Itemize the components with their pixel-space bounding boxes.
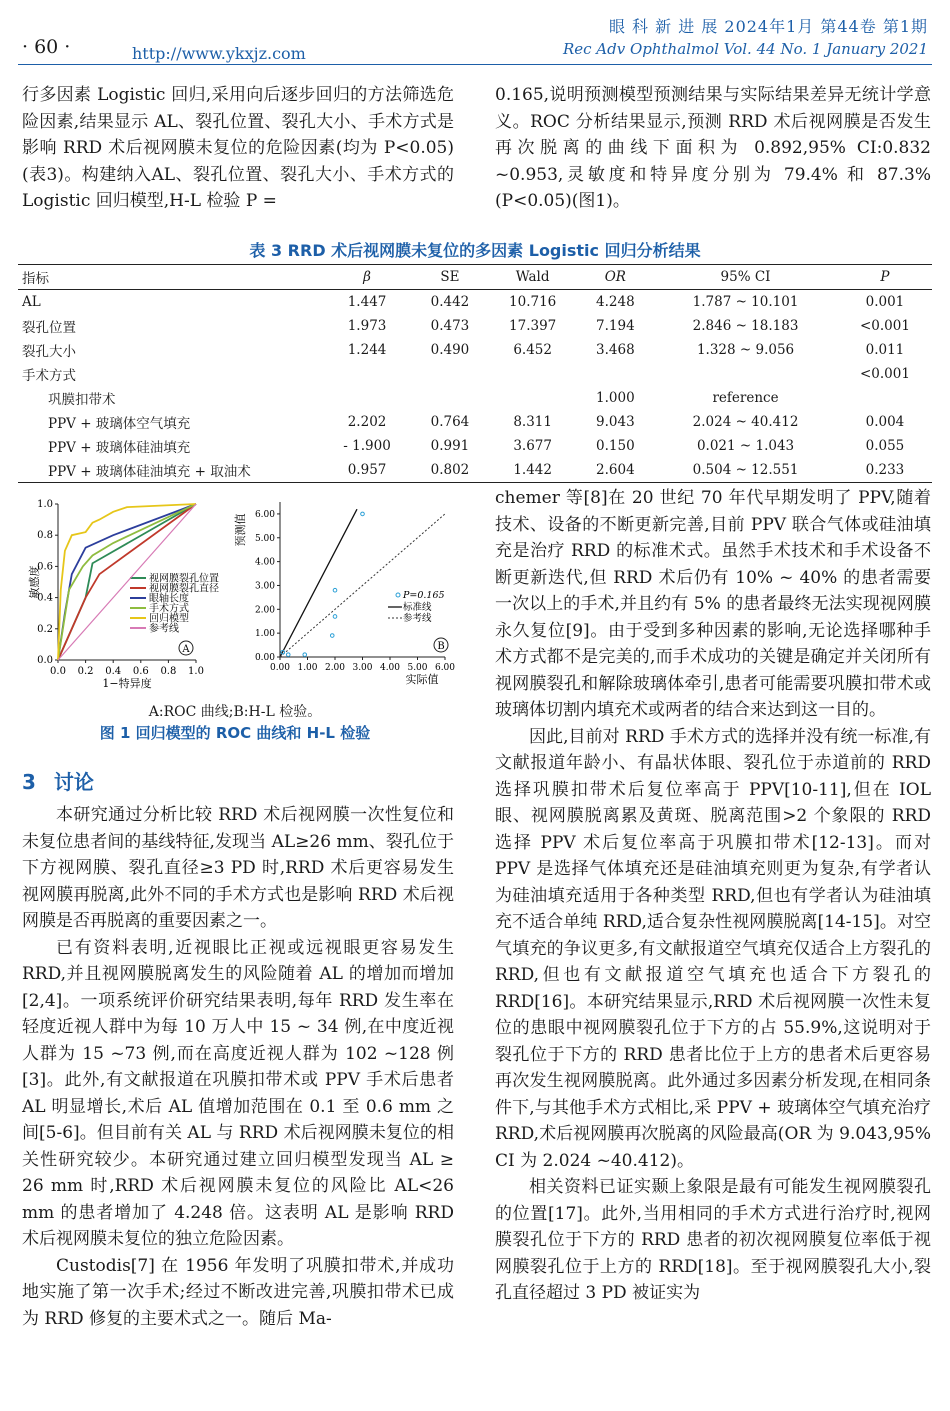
x-tick-label: 6.00 [434, 663, 456, 673]
col-header: SE [412, 265, 488, 290]
table-cell: 裂孔大小 [22, 344, 76, 360]
scatter-point [361, 512, 365, 516]
journal-title-en: Rec Adv Ophthalmol Vol. 44 No. 1 January 2021 [562, 40, 928, 58]
table-cell: 0.504 ~ 12.551 [653, 458, 838, 483]
x-tick-label: 0.4 [105, 666, 122, 677]
y-tick-label: 2.00 [254, 605, 275, 616]
table-cell: 1.787 ~ 10.101 [692, 294, 799, 310]
table-cell: 1.447 [347, 294, 387, 310]
table-row [18, 362, 932, 386]
paragraph-text: 0.165,说明预测模型预测结果与实际结果差异无统计学意义。ROC 分析结果显示,预测 RRD 术后视网膜是否发生再次脱离的曲线下面积为 0.892,95% CI:0.832 ~0.953,灵敏度和特异度分别为 79.4% 和 87.3%(P<0.05)(图1)。 [495, 85, 931, 211]
table-cell: 手术方式 [22, 368, 76, 384]
y-tick-label: 3.00 [254, 581, 275, 592]
paragraph: 本研究通过分析比较 RRD 术后视网膜一次性复位和未复位患者间的基线特征,发现当 AL≥26 mm、裂孔位于下方视网膜、裂孔直径≥3 PD 时,RRD 术后更容易发生视网膜再脱离,此外不同的手术方式也是影响 RRD 术后视网膜是否再脱离的重要因素之一。 [22, 805, 454, 931]
paragraph: 因此,目前对 RRD 手术方式的选择并没有统一标准,有文献报道年龄小、有晶状体眼、裂孔位于赤道前的 RRD 选择巩膜扣带术后复位率高于 PPV[10-11],但在 IOL 眼、视网膜脱离累及黄斑、脱离范围>2 个象限的 RRD 选择 PPV 术后复位率高于巩膜扣带术[12-13]。而对 PPV 是选择气体填充还是硅油填充则更为复杂,有学者认为硅油填充适用于各种类型 RRD,但也有学者认为硅油填充不适合单纯 RRD,适合复杂性视网膜脱离[14-15]。对空气填充的争议更多,有文献报道空气填充仅适合上方裂孔的 RRD,但也有文献报道空气填充也适合下方裂孔的 RRD[16]。本研究结果显示,RRD 术后视网膜一次性未复位的患眼中视网膜裂孔位于下方的占 55.9%,这说明对于裂孔位于下方的 RRD 患者比位于上方的患者术后更容易再次发生视网膜脱离。此外通过多因素分析发现,在相同条件下,与其他手术方式相比,采 PPV + 玻璃体空气填充治疗 RRD,术后视网膜再次脱离的风险最高(OR 为 9.043,95% CI 为 2.024 ~40.412)。 [495, 726, 931, 1171]
legend-label: 标准线 [403, 602, 432, 613]
table-cell [412, 386, 488, 410]
section-number: 3 [22, 770, 36, 794]
x-tick-label: 0.2 [77, 666, 94, 677]
y-tick-label: 0.6 [37, 561, 53, 573]
table-header-row [18, 265, 932, 290]
table-cell: 0.490 [430, 342, 470, 358]
legend-label: 视网膜裂孔直径 [149, 583, 219, 595]
y-tick-label: 0.0 [37, 655, 53, 666]
legend-label: 手术方式 [149, 603, 189, 615]
table-cell: 1.442 [488, 458, 578, 483]
y-tick-label: 0.2 [37, 623, 53, 635]
table-cell: 裂孔位置 [22, 320, 76, 336]
legend-marker [396, 593, 400, 597]
table-cell: PPV + 玻璃体硅油填充 + 取油术 [18, 458, 322, 483]
left-column [22, 802, 454, 1332]
paragraph: 相关资料已证实颞上象限是最有可能发生视网膜裂孔的位置[17]。此外,当用相同的手术方式进行治疗时,视网膜裂孔位于下方的 RRD 患者的初次视网膜复位率低于视网膜裂孔位于上方的 RRD[18]。至于视网膜裂孔大小,裂孔直径超过 3 PD 被证实为 [495, 1177, 931, 1303]
table-cell: 2.604 [577, 458, 653, 483]
section-title: 讨论 [53, 770, 94, 794]
figure-caption: A:ROC 曲线;B:H-L 检验。 [148, 704, 322, 720]
section-heading [22, 766, 94, 795]
table-cell: 6.452 [513, 342, 552, 358]
legend-label: 眼轴长度 [149, 593, 189, 605]
x-tick-label: 1.0 [188, 666, 204, 677]
table-cell: 7.194 [596, 318, 635, 334]
table-cell [577, 362, 653, 386]
table-row [18, 338, 932, 362]
table-cell: 0.001 [865, 294, 905, 310]
x-tick-label: 2.00 [324, 663, 346, 673]
table-cell [653, 362, 838, 386]
table-row [18, 410, 932, 434]
col-header: Wald [488, 265, 578, 290]
y-axis-label: 敏感度 [28, 565, 41, 599]
table-row [18, 290, 932, 315]
col-header: 指标 [18, 265, 322, 290]
paragraph: Custodis[7] 在 1956 年发明了巩膜扣带术,并成功地实施了第一次手术;经过不断改进完善,巩膜扣带术已成为 RRD 修复的主要术式之一。随后 Ma- [22, 1255, 454, 1329]
legend-label: 视网膜裂孔位置 [149, 573, 219, 585]
table-cell: 0.473 [430, 318, 470, 334]
table-row [18, 386, 932, 410]
table-row [18, 458, 932, 483]
x-axis-label: 1−特异度 [102, 677, 152, 690]
table-cell: 0.802 [412, 458, 488, 483]
table-cell: 3.468 [596, 342, 635, 358]
table-cell: 2.202 [347, 414, 387, 430]
table-cell: 2.024 ~ 40.412 [692, 414, 799, 430]
table-cell: 0.233 [838, 458, 932, 483]
scatter-point [333, 588, 337, 592]
scatter-point [333, 615, 337, 619]
col-header: β [322, 265, 412, 290]
table-cell: 0.150 [596, 438, 635, 454]
y-tick-label: 6.00 [254, 509, 275, 520]
table-cell [412, 362, 488, 386]
x-tick-label: 0.00 [269, 663, 291, 673]
table-cell: 2.846 ~ 18.183 [692, 318, 799, 334]
table-cell: 1.973 [347, 318, 387, 334]
figure-title: 图 1 回归模型的 ROC 曲线和 H-L 检验 [99, 724, 371, 742]
legend-label: P=0.165 [403, 590, 445, 601]
reference-line [280, 514, 445, 657]
table-cell: 0.011 [865, 342, 905, 358]
x-axis-label: 实际值 [405, 673, 439, 686]
col-header: P [838, 265, 932, 290]
top-right-paragraph [495, 82, 931, 215]
top-left-paragraph [22, 82, 454, 215]
y-axis-label: 预测值 [234, 513, 247, 547]
standard-line [280, 509, 357, 657]
table-cell: 0.004 [865, 414, 905, 430]
table-cell: AL [22, 294, 41, 310]
regression-table [18, 264, 932, 483]
legend-label: 参考线 [149, 623, 179, 635]
table-cell: 4.248 [596, 294, 635, 310]
hl-chart [233, 502, 455, 686]
table-cell: 0.055 [865, 438, 905, 454]
paragraph-text: 行多因素 Logistic 回归,采用向后逐步回归的方法筛选危险因素,结果显示 AL、裂孔位置、裂孔大小、手术方式是影响 RRD 术后视网膜未复位的危险因素(均为 P<0.05)(表3)。构建纳入AL、裂孔位置、裂孔大小、手术方式的 Logistic 回归模型,H-L 检验 P = [22, 85, 454, 211]
x-tick-label: 5.00 [407, 663, 428, 673]
y-tick-label: 0.8 [37, 530, 53, 542]
table-cell: 0.021 ~ 1.043 [696, 438, 795, 454]
page-number: · 60 · [22, 36, 71, 58]
figure-1 [0, 490, 470, 698]
x-tick-label: 0.8 [160, 666, 177, 677]
table-cell: 1.000 [596, 390, 635, 406]
x-tick-label: 0.6 [132, 666, 149, 677]
table-cell: 9.043 [596, 414, 635, 430]
table-cell [838, 386, 932, 410]
table-cell: 3.677 [513, 438, 552, 454]
table-cell: <0.001 [859, 318, 910, 334]
table-cell [322, 362, 412, 386]
col-header: OR [577, 265, 653, 290]
table-cell: 1.328 ~ 9.056 [696, 342, 795, 358]
table-cell: 0.442 [430, 294, 470, 310]
journal-url[interactable]: http://www.ykxjz.com [132, 44, 306, 63]
scatter-point [330, 634, 334, 638]
table-cell: <0.001 [859, 366, 910, 382]
table-cell: PPV + 玻璃体空气填充 [48, 416, 191, 432]
scatter-point [303, 653, 307, 657]
y-tick-label: 0.00 [254, 653, 275, 663]
table-cell: 0.957 [322, 458, 412, 483]
y-tick-label: 4.00 [254, 557, 275, 568]
paragraph: chemer 等[8]在 20 世纪 70 年代早期发明了 PPV,随着技术、设备的不断更新完善,目前 PPV 联合气体或硅油填充是治疗 RRD 的标准术式。虽然手术技术和手术设备不断更新迭代,但 RRD 术后仍有 10% ~ 40% 的患者需要一次以上的手术,并且约有 5% 的患者最终无法实现视网膜永久复位[9]。由于受到多种因素的影响,无论选择哪种手术方式都不是完美的,而手术成功的关键是确定并关闭所有视网膜裂孔和解除玻璃体牵引,患者可能需要巩膜扣带术或玻璃体切割内填充术或两者的结合来达到这一目的。 [495, 488, 931, 720]
table-cell: 巩膜扣带术 [48, 392, 116, 408]
table-cell [488, 386, 578, 410]
table-cell [488, 362, 578, 386]
table-row [18, 314, 932, 338]
table-cell: 0.764 [430, 414, 470, 430]
table-cell: 0.991 [430, 438, 470, 454]
panel-label: B [437, 641, 445, 652]
x-tick-label: 0.0 [50, 666, 66, 677]
y-tick-label: 1.00 [254, 629, 275, 640]
y-tick-label: 0.4 [37, 592, 53, 604]
roc-chart [27, 499, 219, 690]
table-row [18, 434, 932, 458]
header-rule [18, 64, 932, 65]
table-cell: 1.244 [347, 342, 387, 358]
table-cell: 8.311 [513, 414, 552, 430]
table-cell: 17.397 [509, 318, 557, 334]
right-column [495, 485, 931, 1307]
panel-label: A [182, 644, 190, 655]
table-title: 表 3 RRD 术后视网膜未复位的多因素 Logistic 回归分析结果 [249, 241, 701, 260]
x-tick-label: 4.00 [379, 663, 401, 673]
y-tick-label: 5.00 [254, 533, 275, 544]
legend-label: 参考线 [403, 613, 432, 624]
y-tick-label: 1.0 [37, 499, 53, 510]
paragraph: 已有资料表明,近视眼比正视或远视眼更容易发生 RRD,并且视网膜脱离发生的风险随着 AL 的增加而增加[2,4]。一项系统评价研究结果表明,每年 RRD 发生率在轻度近视人群中为每 10 万人中 15 ~ 34 例,在中度近视人群为 15 ~73 例,而在高度近视人群为 102 ~128 例[3]。此外,有文献报道在巩膜扣带术或 PPV 手术后患者 AL 明显增长,术后 AL 值增加范围在 0.1 至 0.6 mm 之间[5-6]。但目前有关 AL 与 RRD 术后视网膜未复位的相关性研究较少。本研究通过建立回归模型发现当 AL ≥ 26 mm 时,RRD 术后视网膜未复位的风险比 AL<26 mm 的患者增加了 4.248 倍。这表明 AL 是影响 RRD 术后视网膜未复位的独立危险因素。 [22, 937, 454, 1249]
x-tick-label: 3.00 [352, 663, 373, 673]
table-cell: reference [712, 390, 779, 406]
table-cell: 10.716 [509, 294, 557, 310]
legend-label: 回归模型 [149, 613, 189, 625]
table-cell: PPV + 玻璃体硅油填充 [48, 440, 191, 456]
table-cell [322, 386, 412, 410]
x-tick-label: 1.00 [297, 663, 318, 673]
col-header: 95% CI [653, 265, 838, 290]
scatter-point [286, 653, 290, 657]
journal-title-cn: 眼 科 新 进 展 2024年1月 第44卷 第1期 [608, 17, 928, 36]
table-cell: - 1.900 [343, 438, 391, 454]
